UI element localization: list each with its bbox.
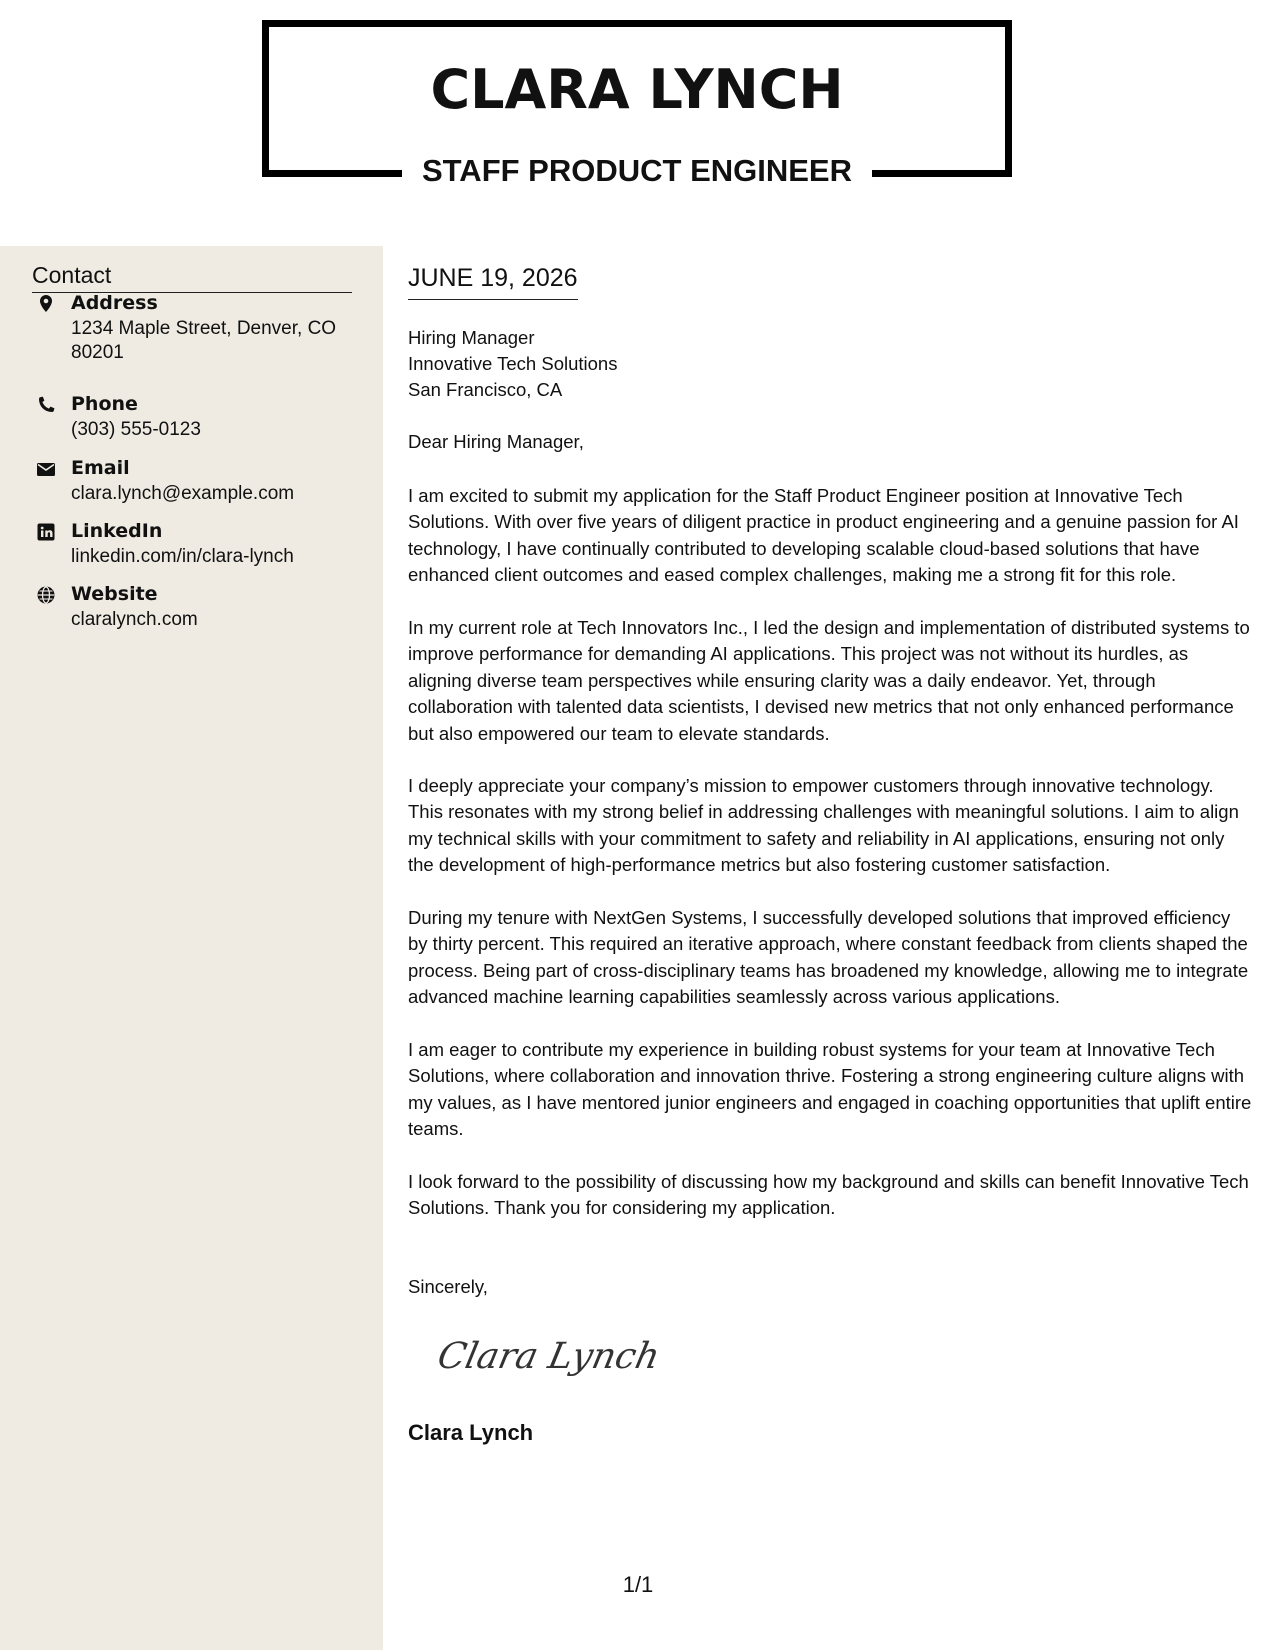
globe-icon — [36, 585, 56, 605]
letter-paragraph: In my current role at Tech Innovators Inc., I led the design and implementation of distributed systems to improve performance for demanding AI applications. This project was not without its hurdles, as aligning diverse team perspectives while ensuring clarity was a daily endeavor. Yet, through collaboration with talented data scientists, I devised new metrics that not only enhanced performance but also empowered our team to elevate standards. — [408, 617, 1250, 744]
letter-paragraph: I am excited to submit my application for the Staff Product Engineer position at Innovative Tech Solutions. With over five years of diligent practice in product engineering and a genuine passion for AI technology, I have continually contributed to developing scalable cloud-based solutions that have enhanced client outcomes and eased complex challenges, making me a strong fit for this role. — [408, 485, 1239, 586]
recipient-block — [408, 325, 617, 403]
handwritten-signature — [434, 1330, 664, 1382]
contact-label-phone: Phone — [71, 393, 138, 415]
letter-paragraph: I deeply appreciate your company’s mission to empower customers through innovative technology. This resonates with my strong belief in addressing challenges with meaningful solutions. I aim to align my technical skills with your commitment to safety and reliability in AI applications, ensuring not only the development of high-performance metrics but also fostering customer satisfaction. — [408, 775, 1239, 876]
contact-label-linkedin: LinkedIn — [71, 520, 163, 542]
contact-value-phone: (303) 555-0123 — [71, 419, 201, 440]
salutation: Dear Hiring Manager, — [408, 431, 584, 452]
job-title: STAFF PRODUCT ENGINEER — [422, 153, 852, 188]
contact-sidebar — [0, 246, 383, 1650]
letter-date: JUNE 19, 2026 — [408, 264, 578, 300]
contact-value-email: clara.lynch@example.com — [71, 483, 295, 504]
location-pin-icon — [36, 294, 56, 314]
contact-value-address: 1234 Maple Street, Denver, CO 80201 — [71, 318, 337, 363]
letter-paragraph: I look forward to the possibility of discussing how my background and skills can benefit Innovative Tech Solutions. Thank you for considering my application. — [408, 1171, 1249, 1219]
signer-name: Clara Lynch — [408, 1420, 534, 1445]
applicant-name: CLARA LYNCH — [430, 58, 844, 121]
contact-label-website: Website — [71, 583, 158, 605]
envelope-icon — [36, 459, 56, 479]
letter-paragraph: I am eager to contribute my experience in building robust systems for your team at Innovative Tech Solutions, where collaboration and innovation thrive. Fostering a strong engineering culture aligns with my values, as I have mentored junior engineers and engaged in coaching opportunities that uplift entire teams. — [408, 1039, 1252, 1140]
contact-heading: Contact — [32, 262, 352, 293]
linkedin-icon — [36, 522, 56, 542]
contact-value-website: claralynch.com — [71, 609, 198, 630]
contact-label-address: Address — [71, 292, 158, 314]
closing: Sincerely, — [408, 1276, 488, 1297]
recipient-line: San Francisco, CA — [408, 379, 563, 400]
contact-label-email: Email — [71, 457, 130, 479]
page-number: 1/1 — [622, 1572, 654, 1597]
contact-value-linkedin: linkedin.com/in/clara-lynch — [71, 546, 294, 567]
signature-text: Clara Lynch — [434, 1334, 664, 1377]
letter-paragraph: During my tenure with NextGen Systems, I successfully developed solutions that improved efficiency by thirty percent. This required an iterative approach, where constant feedback from clients shaped the process. Being part of cross-disciplinary teams has broadened my knowledge, allowing me to integrate advanced machine learning capabilities seamlessly across various applications. — [408, 907, 1249, 1008]
recipient-line: Innovative Tech Solutions — [408, 353, 618, 374]
recipient-line: Hiring Manager — [408, 327, 535, 348]
phone-icon — [36, 395, 56, 415]
